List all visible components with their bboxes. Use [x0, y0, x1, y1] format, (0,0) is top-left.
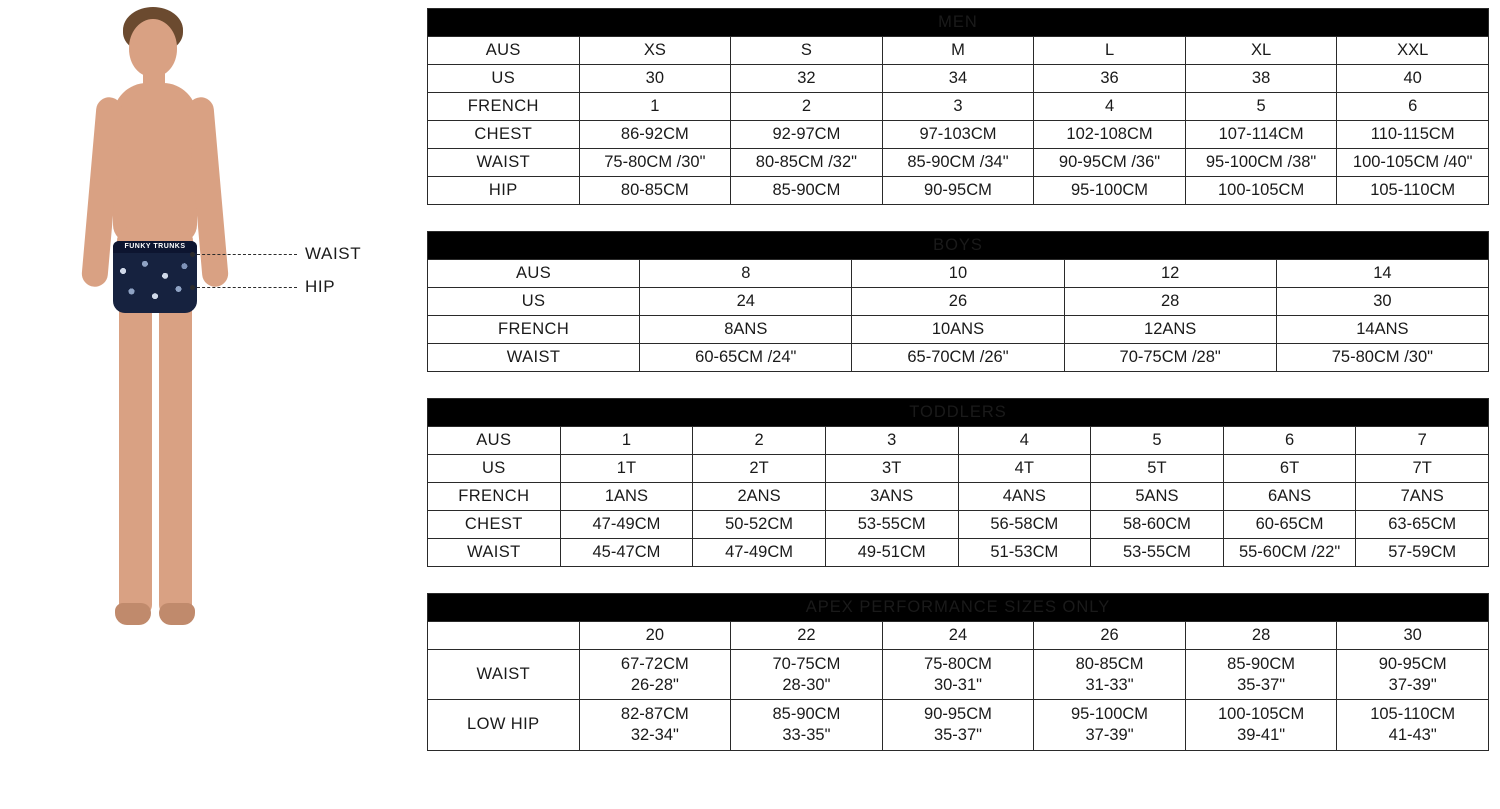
table-cell: 14ANS [1276, 316, 1488, 344]
callout-hip [190, 278, 335, 296]
table-cell: 50-52CM [693, 511, 826, 539]
table-title: TODDLERS [428, 399, 1489, 427]
table-cell: 53-55CM [825, 511, 958, 539]
size-table-men [427, 8, 1489, 205]
row-header: AUS [428, 37, 580, 65]
table-cell: 95-100CM 37-39" [1034, 700, 1186, 750]
table-cell: 90-95CM /36" [1034, 149, 1186, 177]
table-cell: 4 [958, 427, 1091, 455]
callout-waist-label: WAIST [305, 244, 362, 263]
swim-trunks [113, 241, 197, 313]
row-header: CHEST [428, 511, 561, 539]
table-cell: XXL [1337, 37, 1489, 65]
table-cell: 5T [1091, 455, 1224, 483]
table-cell: 3 [825, 427, 958, 455]
table-cell: 82-87CM 32-34" [579, 700, 731, 750]
table-cell: 110-115CM [1337, 121, 1489, 149]
table-row [428, 37, 1489, 65]
table-cell: 100-105CM [1185, 177, 1337, 205]
table-cell: 85-90CM [731, 177, 883, 205]
table-cell: 2 [693, 427, 826, 455]
table-cell: 5ANS [1091, 483, 1224, 511]
table-cell: 65-70CM /26" [852, 344, 1064, 372]
table-row [428, 511, 1489, 539]
column-header: 30 [1337, 622, 1489, 650]
table-cell: 4ANS [958, 483, 1091, 511]
table-cell: 49-51CM [825, 539, 958, 567]
table-row [428, 149, 1489, 177]
table-cell: 6 [1223, 427, 1356, 455]
table-cell: 7 [1356, 427, 1489, 455]
table-cell: XL [1185, 37, 1337, 65]
table-cell: 67-72CM 26-28" [579, 650, 731, 700]
table-cell: 75-80CM /30" [579, 149, 731, 177]
table-cell: 102-108CM [1034, 121, 1186, 149]
table-cell: 24 [640, 288, 852, 316]
column-header: 28 [1185, 622, 1337, 650]
table-title-row [428, 594, 1489, 622]
trunks-brand-label: FUNKY TRUNKS [113, 241, 197, 253]
table-cell: 4 [1034, 93, 1186, 121]
row-header: LOW HIP [428, 700, 580, 750]
table-title-row [428, 232, 1489, 260]
table-cell: 100-105CM /40" [1337, 149, 1489, 177]
table-cell: 2ANS [693, 483, 826, 511]
table-row [428, 427, 1489, 455]
table-cell: 30 [579, 65, 731, 93]
table-cell: 1T [560, 455, 693, 483]
right-leg-shape [159, 295, 192, 615]
column-header: 26 [1034, 622, 1186, 650]
table-title-row [428, 399, 1489, 427]
table-cell: 1 [579, 93, 731, 121]
table-cell: 45-47CM [560, 539, 693, 567]
model-figure-panel [0, 0, 415, 809]
table-cell: 1 [560, 427, 693, 455]
table-cell: 53-55CM [1091, 539, 1224, 567]
table-cell: 8 [640, 260, 852, 288]
table-row [428, 344, 1489, 372]
table-cell: 86-92CM [579, 121, 731, 149]
table-cell: 1ANS [560, 483, 693, 511]
row-header: WAIST [428, 344, 640, 372]
table-row [428, 288, 1489, 316]
table-cell: 75-80CM 30-31" [882, 650, 1034, 700]
table-cell: 105-110CM [1337, 177, 1489, 205]
row-header: AUS [428, 427, 561, 455]
row-header: FRENCH [428, 483, 561, 511]
table-cell: 10ANS [852, 316, 1064, 344]
table-cell: 14 [1276, 260, 1488, 288]
table-cell: 95-100CM [1034, 177, 1186, 205]
table-cell: 28 [1064, 288, 1276, 316]
left-leg-shape [119, 295, 152, 615]
table-cell: 56-58CM [958, 511, 1091, 539]
table-cell: 6T [1223, 455, 1356, 483]
column-header: 24 [882, 622, 1034, 650]
table-cell: 34 [882, 65, 1034, 93]
table-block-men [427, 8, 1489, 205]
table-cell: 12ANS [1064, 316, 1276, 344]
right-foot-shape [159, 603, 195, 625]
table-cell: M [882, 37, 1034, 65]
table-title-row [428, 9, 1489, 37]
table-cell: XS [579, 37, 731, 65]
row-header: AUS [428, 260, 640, 288]
callout-waist [190, 245, 361, 263]
table-row [428, 93, 1489, 121]
table-row [428, 177, 1489, 205]
table-cell: 85-90CM 33-35" [731, 700, 883, 750]
table-cell: 58-60CM [1091, 511, 1224, 539]
column-header: 20 [579, 622, 731, 650]
table-cell: 57-59CM [1356, 539, 1489, 567]
table-block-toddlers [427, 398, 1489, 567]
table-row [428, 700, 1489, 750]
size-table-apex [427, 593, 1489, 751]
table-cell: 95-100CM /38" [1185, 149, 1337, 177]
table-cell: 4T [958, 455, 1091, 483]
table-cell: 100-105CM 39-41" [1185, 700, 1337, 750]
table-cell: 70-75CM /28" [1064, 344, 1276, 372]
column-header-blank [428, 622, 580, 650]
trunks-pattern [113, 253, 197, 313]
table-row [428, 121, 1489, 149]
table-cell: 90-95CM [882, 177, 1034, 205]
table-row [428, 316, 1489, 344]
table-cell: 6 [1337, 93, 1489, 121]
table-cell: 105-110CM 41-43" [1337, 700, 1489, 750]
size-table-toddlers [427, 398, 1489, 567]
table-cell: 2T [693, 455, 826, 483]
row-header: US [428, 288, 640, 316]
table-cell: 90-95CM 37-39" [1337, 650, 1489, 700]
table-title: APEX PERFORMANCE SIZES ONLY [428, 594, 1489, 622]
table-cell: 80-85CM /32" [731, 149, 883, 177]
table-title: BOYS [428, 232, 1489, 260]
table-cell: 97-103CM [882, 121, 1034, 149]
table-cell: 3T [825, 455, 958, 483]
row-header: WAIST [428, 149, 580, 177]
table-cell: 32 [731, 65, 883, 93]
left-foot-shape [115, 603, 151, 625]
table-cell: 40 [1337, 65, 1489, 93]
table-cell: 30 [1276, 288, 1488, 316]
row-header: CHEST [428, 121, 580, 149]
table-row [428, 483, 1489, 511]
callout-line [197, 287, 297, 288]
table-cell: 8ANS [640, 316, 852, 344]
table-cell: L [1034, 37, 1186, 65]
table-cell: 12 [1064, 260, 1276, 288]
table-cell: 3 [882, 93, 1034, 121]
table-cell: 63-65CM [1356, 511, 1489, 539]
row-header: HIP [428, 177, 580, 205]
table-cell: 5 [1091, 427, 1224, 455]
callout-line [197, 254, 297, 255]
row-header: FRENCH [428, 93, 580, 121]
callout-dot-icon [190, 252, 195, 257]
column-header: 22 [731, 622, 883, 650]
table-title: MEN [428, 9, 1489, 37]
row-header: WAIST [428, 539, 561, 567]
table-cell: 85-90CM 35-37" [1185, 650, 1337, 700]
row-header: FRENCH [428, 316, 640, 344]
table-cell: 107-114CM [1185, 121, 1337, 149]
table-block-boys [427, 231, 1489, 372]
callout-dot-icon [190, 285, 195, 290]
table-row [428, 260, 1489, 288]
table-cell: 60-65CM [1223, 511, 1356, 539]
table-row [428, 455, 1489, 483]
model-illustration [55, 5, 255, 635]
table-cell: 80-85CM 31-33" [1034, 650, 1186, 700]
table-cell: 5 [1185, 93, 1337, 121]
table-cell: 75-80CM /30" [1276, 344, 1488, 372]
table-row [428, 539, 1489, 567]
table-header-row [428, 622, 1489, 650]
row-header: US [428, 65, 580, 93]
row-header: WAIST [428, 650, 580, 700]
table-cell: 10 [852, 260, 1064, 288]
table-cell: 3ANS [825, 483, 958, 511]
table-cell: 92-97CM [731, 121, 883, 149]
table-cell: 55-60CM /22" [1223, 539, 1356, 567]
torso-shape [113, 83, 197, 243]
row-header: US [428, 455, 561, 483]
table-cell: 85-90CM /34" [882, 149, 1034, 177]
table-cell: 7T [1356, 455, 1489, 483]
table-cell: 38 [1185, 65, 1337, 93]
table-block-apex [427, 593, 1489, 751]
table-cell: 6ANS [1223, 483, 1356, 511]
size-table-boys [427, 231, 1489, 372]
table-cell: 7ANS [1356, 483, 1489, 511]
table-row [428, 650, 1489, 700]
callout-hip-label: HIP [305, 277, 336, 296]
table-cell: 2 [731, 93, 883, 121]
table-cell: 36 [1034, 65, 1186, 93]
table-cell: 47-49CM [693, 539, 826, 567]
table-row [428, 65, 1489, 93]
table-cell: 90-95CM 35-37" [882, 700, 1034, 750]
table-cell: 51-53CM [958, 539, 1091, 567]
size-tables [427, 8, 1489, 777]
table-cell: 80-85CM [579, 177, 731, 205]
table-cell: S [731, 37, 883, 65]
table-cell: 47-49CM [560, 511, 693, 539]
table-cell: 70-75CM 28-30" [731, 650, 883, 700]
table-cell: 26 [852, 288, 1064, 316]
table-cell: 60-65CM /24" [640, 344, 852, 372]
